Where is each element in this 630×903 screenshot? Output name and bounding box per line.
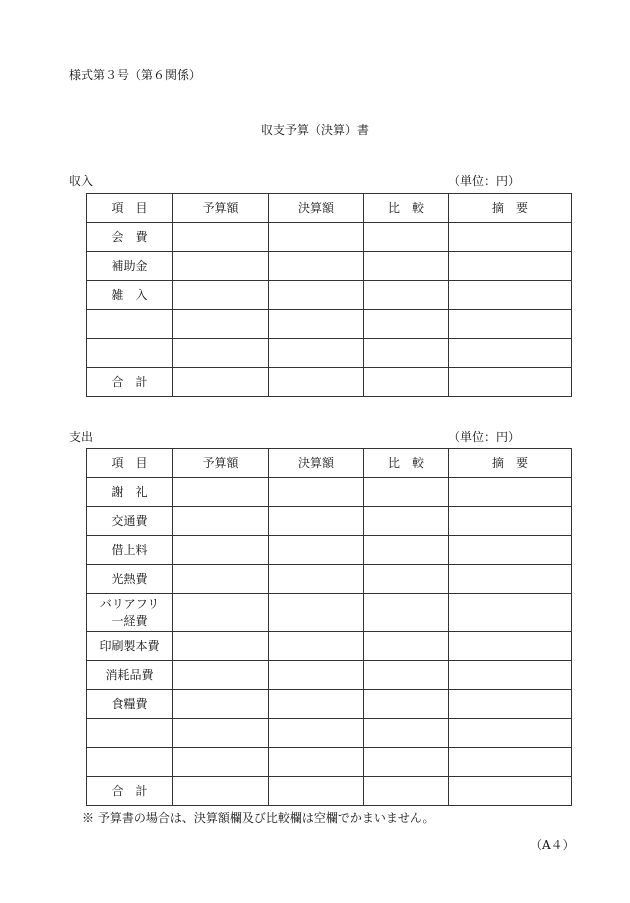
comparison-cell[interactable] — [364, 507, 449, 536]
budget-cell[interactable] — [173, 339, 269, 368]
row-item-label: 食糧費 — [87, 690, 173, 719]
remarks-cell[interactable] — [449, 719, 572, 748]
comparison-cell[interactable] — [364, 478, 449, 507]
remarks-cell[interactable] — [449, 536, 572, 565]
table-row — [87, 565, 572, 594]
total-label: 合 計 — [87, 368, 173, 397]
expense-header-row — [87, 449, 572, 478]
comparison-cell[interactable] — [364, 281, 449, 310]
comparison-cell[interactable] — [364, 632, 449, 661]
comparison-cell[interactable] — [364, 690, 449, 719]
paper-size-label: （A４） — [530, 838, 575, 852]
table-row — [87, 661, 572, 690]
row-item-label: 謝 礼 — [87, 478, 173, 507]
comparison-cell[interactable] — [364, 536, 449, 565]
total-label: 合 計 — [87, 777, 173, 806]
settlement-cell[interactable] — [269, 281, 364, 310]
comparison-cell[interactable] — [364, 339, 449, 368]
settlement-total-cell[interactable] — [269, 777, 364, 806]
budget-cell[interactable] — [173, 507, 269, 536]
income-header-row — [87, 194, 572, 223]
table-row — [87, 632, 572, 661]
comparison-total-cell[interactable] — [364, 368, 449, 397]
remarks-cell[interactable] — [449, 565, 572, 594]
settlement-cell[interactable] — [269, 661, 364, 690]
table-row — [87, 594, 572, 632]
comparison-cell[interactable] — [364, 719, 449, 748]
row-item-label: 雑 入 — [87, 281, 173, 310]
budget-cell[interactable] — [173, 565, 269, 594]
column-header-item: 項 目 — [87, 194, 173, 223]
footnote: ※ 予算書の場合は、決算額欄及び比較欄は空欄でかまいません。 — [82, 811, 435, 825]
table-row — [87, 748, 572, 777]
remarks-cell[interactable] — [449, 507, 572, 536]
row-item-label: 光熱費 — [87, 565, 173, 594]
row-item-label-text: バリアフリ 一経費 — [99, 596, 160, 628]
budget-cell[interactable] — [173, 223, 269, 252]
column-header-remarks: 摘 要 — [449, 194, 572, 223]
budget-cell[interactable] — [173, 252, 269, 281]
remarks-cell[interactable] — [449, 310, 572, 339]
remarks-cell[interactable] — [449, 690, 572, 719]
expense-table — [86, 448, 572, 806]
income-unit-label: （単位：円） — [448, 174, 521, 188]
settlement-cell[interactable] — [269, 223, 364, 252]
table-row — [87, 339, 572, 368]
column-header-budget: 予算額 — [173, 194, 269, 223]
table-row — [87, 223, 572, 252]
expense-unit-label: （単位：円） — [448, 430, 521, 444]
remarks-cell[interactable] — [449, 594, 572, 632]
page-title: 収支予算（決算）書 — [260, 123, 369, 137]
income-section-label: 収入 — [69, 174, 94, 188]
total-row — [87, 368, 572, 397]
remarks-cell[interactable] — [449, 748, 572, 777]
budget-cell[interactable] — [173, 281, 269, 310]
comparison-cell[interactable] — [364, 565, 449, 594]
remarks-cell[interactable] — [449, 661, 572, 690]
comparison-cell[interactable] — [364, 223, 449, 252]
table-row — [87, 478, 572, 507]
row-item-label[interactable] — [87, 339, 173, 368]
budget-total-cell[interactable] — [173, 777, 269, 806]
settlement-cell[interactable] — [269, 719, 364, 748]
comparison-cell[interactable] — [364, 310, 449, 339]
remarks-cell[interactable] — [449, 368, 572, 397]
row-item-label[interactable] — [87, 719, 173, 748]
table-row — [87, 536, 572, 565]
column-header-remarks: 摘 要 — [449, 449, 572, 478]
remarks-cell[interactable] — [449, 223, 572, 252]
table-row — [87, 507, 572, 536]
remarks-cell[interactable] — [449, 252, 572, 281]
budget-cell[interactable] — [173, 690, 269, 719]
remarks-cell[interactable] — [449, 281, 572, 310]
settlement-cell[interactable] — [269, 507, 364, 536]
budget-cell[interactable] — [173, 661, 269, 690]
budget-cell[interactable] — [173, 478, 269, 507]
row-item-label: 消耗品費 — [87, 661, 173, 690]
budget-cell[interactable] — [173, 536, 269, 565]
budget-cell[interactable] — [173, 632, 269, 661]
comparison-cell[interactable] — [364, 252, 449, 281]
settlement-total-cell[interactable] — [269, 368, 364, 397]
row-item-label: 補助金 — [87, 252, 173, 281]
row-item-label[interactable] — [87, 310, 173, 339]
row-item-label: 借上料 — [87, 536, 173, 565]
row-item-label: 会 費 — [87, 223, 173, 252]
table-row — [87, 310, 572, 339]
settlement-cell[interactable] — [269, 632, 364, 661]
row-item-label: 印刷製本費 — [87, 632, 173, 661]
comparison-cell[interactable] — [364, 594, 449, 632]
settlement-cell[interactable] — [269, 594, 364, 632]
settlement-cell[interactable] — [269, 565, 364, 594]
remarks-cell[interactable] — [449, 339, 572, 368]
column-header-settlement: 決算額 — [269, 194, 364, 223]
remarks-cell[interactable] — [449, 478, 572, 507]
remarks-cell[interactable] — [449, 777, 572, 806]
column-header-comparison: 比 較 — [364, 449, 449, 478]
total-row — [87, 777, 572, 806]
settlement-cell[interactable] — [269, 478, 364, 507]
row-item-label — [87, 594, 173, 632]
row-item-label[interactable] — [87, 748, 173, 777]
column-header-comparison: 比 較 — [364, 194, 449, 223]
table-row — [87, 719, 572, 748]
budget-cell[interactable] — [173, 594, 269, 632]
budget-cell[interactable] — [173, 748, 269, 777]
budget-cell[interactable] — [173, 719, 269, 748]
settlement-cell[interactable] — [269, 536, 364, 565]
settlement-cell[interactable] — [269, 252, 364, 281]
column-header-budget: 予算額 — [173, 449, 269, 478]
budget-cell[interactable] — [173, 310, 269, 339]
column-header-settlement: 決算額 — [269, 449, 364, 478]
remarks-cell[interactable] — [449, 632, 572, 661]
table-row — [87, 690, 572, 719]
comparison-cell[interactable] — [364, 748, 449, 777]
expense-section-label: 支出 — [69, 430, 94, 444]
comparison-cell[interactable] — [364, 661, 449, 690]
table-row — [87, 281, 572, 310]
row-item-label: 交通費 — [87, 507, 173, 536]
settlement-cell[interactable] — [269, 310, 364, 339]
settlement-cell[interactable] — [269, 690, 364, 719]
form-number: 様式第３号（第６関係） — [69, 68, 202, 82]
table-row — [87, 252, 572, 281]
income-table — [86, 193, 572, 397]
settlement-cell[interactable] — [269, 748, 364, 777]
comparison-total-cell[interactable] — [364, 777, 449, 806]
settlement-cell[interactable] — [269, 339, 364, 368]
column-header-item: 項 目 — [87, 449, 173, 478]
budget-total-cell[interactable] — [173, 368, 269, 397]
